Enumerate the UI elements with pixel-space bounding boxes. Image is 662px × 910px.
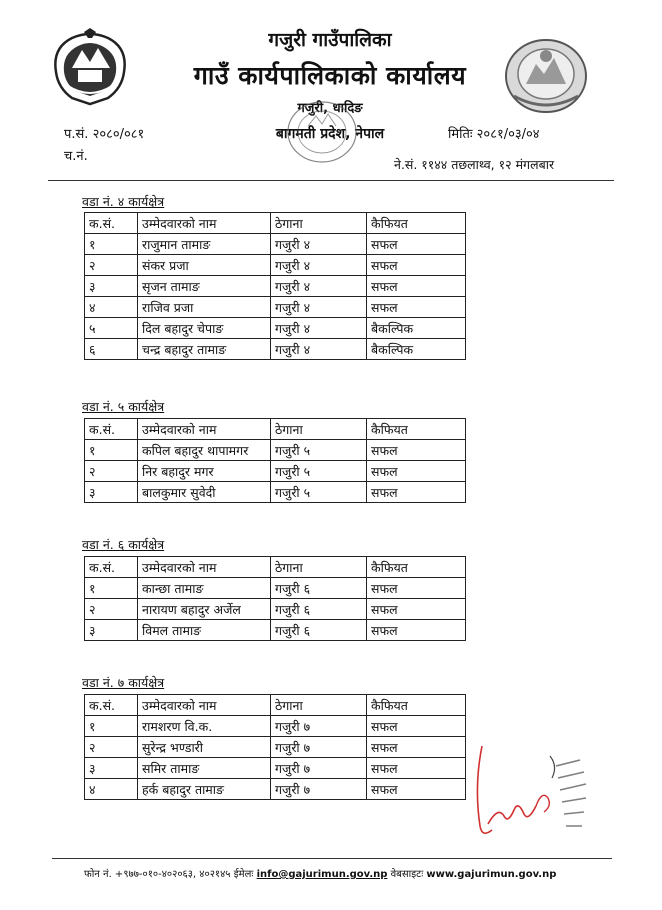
office-place: गजुरी, धादिङ (297, 101, 363, 116)
cell-address: गजुरी ७ (271, 779, 367, 800)
cell-serial: ५ (85, 318, 138, 339)
cell-address: गजुरी ४ (271, 255, 367, 276)
col-remark: कैफियत (367, 213, 466, 234)
cell-remark: सफल (367, 716, 466, 737)
letter-date: मितिः २०८१/०३/०४ (448, 127, 540, 142)
nepal-sambat-date: ने.सं. ११४४ तछलाथ्व, १२ मंगलबार (394, 157, 555, 172)
col-serial: क.सं. (85, 419, 138, 440)
table-row (85, 737, 466, 758)
ward-4-title: वडा नं. ४ कार्यक्षेत्र (82, 194, 165, 209)
cell-serial: २ (85, 255, 138, 276)
col-remark: कैफियत (367, 557, 466, 578)
col-serial: क.सं. (85, 695, 138, 716)
ward-5-title: वडा नं. ५ कार्यक्षेत्र (82, 399, 165, 414)
cell-serial: ४ (85, 779, 138, 800)
cell-remark: सफल (367, 276, 466, 297)
footer-website-link[interactable]: www.gajurimun.gov.np (426, 869, 557, 880)
col-remark: कैफियत (367, 419, 466, 440)
cell-address: गजुरी ४ (271, 276, 367, 297)
cell-name: कपिल बहादुर थापामगर (138, 440, 271, 461)
cell-address: गजुरी ६ (271, 620, 367, 641)
municipality-logo-icon (500, 34, 592, 116)
cell-remark: सफल (367, 578, 466, 599)
footer-email-label: ईमेलः (233, 869, 254, 880)
col-remark: कैफियत (367, 695, 466, 716)
signature-icon (452, 726, 592, 856)
cell-address: गजुरी ४ (271, 339, 367, 360)
table-row (85, 620, 466, 641)
cell-name: दिल बहादुर चेपाङ (138, 318, 271, 339)
cell-name: समिर तामाङ (138, 758, 271, 779)
table-row (85, 318, 466, 339)
cell-serial: ३ (85, 758, 138, 779)
table-header-row (85, 419, 466, 440)
cell-serial: १ (85, 578, 138, 599)
dispatch-number: च.नं. (64, 149, 88, 164)
cell-name: निर बहादुर मगर (138, 461, 271, 482)
cell-address: गजुरी ५ (271, 461, 367, 482)
table-row (85, 716, 466, 737)
footer-phone: फोन नं. +९७७-०१०-४०२०६३, ४०२१४५ (84, 869, 231, 880)
col-candidate-name: उम्मेदवारको नाम (138, 695, 271, 716)
office-name: गाउँ कार्यपालिकाको कार्यालय (193, 61, 467, 90)
cell-remark: सफल (367, 779, 466, 800)
cell-serial: ३ (85, 482, 138, 503)
table-row (85, 461, 466, 482)
table-row (85, 276, 466, 297)
cell-name: हर्क बहादुर तामाङ (138, 779, 271, 800)
cell-serial: ४ (85, 297, 138, 318)
cell-address: गजुरी ५ (271, 440, 367, 461)
cell-serial: ६ (85, 339, 138, 360)
cell-name: सृजन तामाङ (138, 276, 271, 297)
table-row (85, 339, 466, 360)
cell-serial: २ (85, 599, 138, 620)
cell-remark: सफल (367, 737, 466, 758)
cell-address: गजुरी ७ (271, 737, 367, 758)
cell-address: गजुरी ६ (271, 599, 367, 620)
cell-address: गजुरी ४ (271, 318, 367, 339)
col-candidate-name: उम्मेदवारको नाम (138, 213, 271, 234)
cell-address: गजुरी ४ (271, 234, 367, 255)
cell-name: संकर प्रजा (138, 255, 271, 276)
col-serial: क.सं. (85, 557, 138, 578)
col-serial: क.सं. (85, 213, 138, 234)
reference-number: प.सं. २०८०/०८१ (64, 127, 145, 142)
col-candidate-name: उम्मेदवारको नाम (138, 419, 271, 440)
table-row (85, 297, 466, 318)
footer-contact (84, 866, 556, 880)
col-address: ठेगाना (271, 695, 367, 716)
table-row (85, 255, 466, 276)
nepal-emblem-icon (48, 28, 132, 108)
col-address: ठेगाना (271, 557, 367, 578)
table-row (85, 599, 466, 620)
ward-5-table (84, 418, 466, 503)
cell-name: रामशरण वि.क. (138, 716, 271, 737)
col-address: ठेगाना (271, 213, 367, 234)
cell-remark: सफल (367, 461, 466, 482)
cell-serial: ३ (85, 620, 138, 641)
ward-7-table (84, 694, 466, 800)
cell-serial: २ (85, 737, 138, 758)
cell-serial: १ (85, 440, 138, 461)
ward-4-table (84, 212, 466, 360)
cell-remark: सफल (367, 482, 466, 503)
table-header-row (85, 695, 466, 716)
ward-6-table (84, 556, 466, 641)
table-row (85, 234, 466, 255)
footer-divider (52, 858, 612, 859)
table-row (85, 440, 466, 461)
col-address: ठेगाना (271, 419, 367, 440)
cell-address: गजुरी ६ (271, 578, 367, 599)
cell-address: गजुरी ७ (271, 716, 367, 737)
col-candidate-name: उम्मेदवारको नाम (138, 557, 271, 578)
cell-address: गजुरी ५ (271, 482, 367, 503)
cell-remark: सफल (367, 440, 466, 461)
header-divider (48, 180, 614, 181)
table-header-row (85, 557, 466, 578)
cell-name: विमल तामाङ (138, 620, 271, 641)
cell-remark: सफल (367, 255, 466, 276)
cell-name: कान्छा तामाङ (138, 578, 271, 599)
cell-address: गजुरी ७ (271, 758, 367, 779)
office-seal-icon (282, 96, 362, 168)
office-province: बागमती प्रदेश, नेपाल (275, 126, 385, 142)
cell-serial: १ (85, 716, 138, 737)
cell-remark: बैकल्पिक (367, 318, 466, 339)
cell-remark: सफल (367, 758, 466, 779)
municipality-name: गजुरी गाउँपालिका (268, 29, 392, 51)
cell-remark: सफल (367, 599, 466, 620)
cell-name: राजुमान तामाङ (138, 234, 271, 255)
cell-remark: सफल (367, 234, 466, 255)
cell-serial: २ (85, 461, 138, 482)
cell-serial: ३ (85, 276, 138, 297)
table-row (85, 578, 466, 599)
ward-6-title: वडा नं. ६ कार्यक्षेत्र (82, 537, 165, 552)
cell-name: बालकुमार सुवेदी (138, 482, 271, 503)
cell-serial: १ (85, 234, 138, 255)
cell-remark: सफल (367, 620, 466, 641)
cell-name: चन्द्र बहादुर तामाङ (138, 339, 271, 360)
table-row (85, 758, 466, 779)
cell-remark: बैकल्पिक (367, 339, 466, 360)
cell-address: गजुरी ४ (271, 297, 367, 318)
cell-name: नारायण बहादुर अर्जेल (138, 599, 271, 620)
table-row (85, 482, 466, 503)
ward-7-title: वडा नं. ७ कार्यक्षेत्र (82, 675, 165, 690)
cell-name: सुरेन्द्र भण्डारी (138, 737, 271, 758)
cell-remark: सफल (367, 297, 466, 318)
table-row (85, 779, 466, 800)
footer-website-label: वेबसाइटः (390, 869, 424, 880)
cell-name: राजिव प्रजा (138, 297, 271, 318)
footer-email-link[interactable]: info@gajurimun.gov.np (256, 869, 388, 880)
table-header-row (85, 213, 466, 234)
